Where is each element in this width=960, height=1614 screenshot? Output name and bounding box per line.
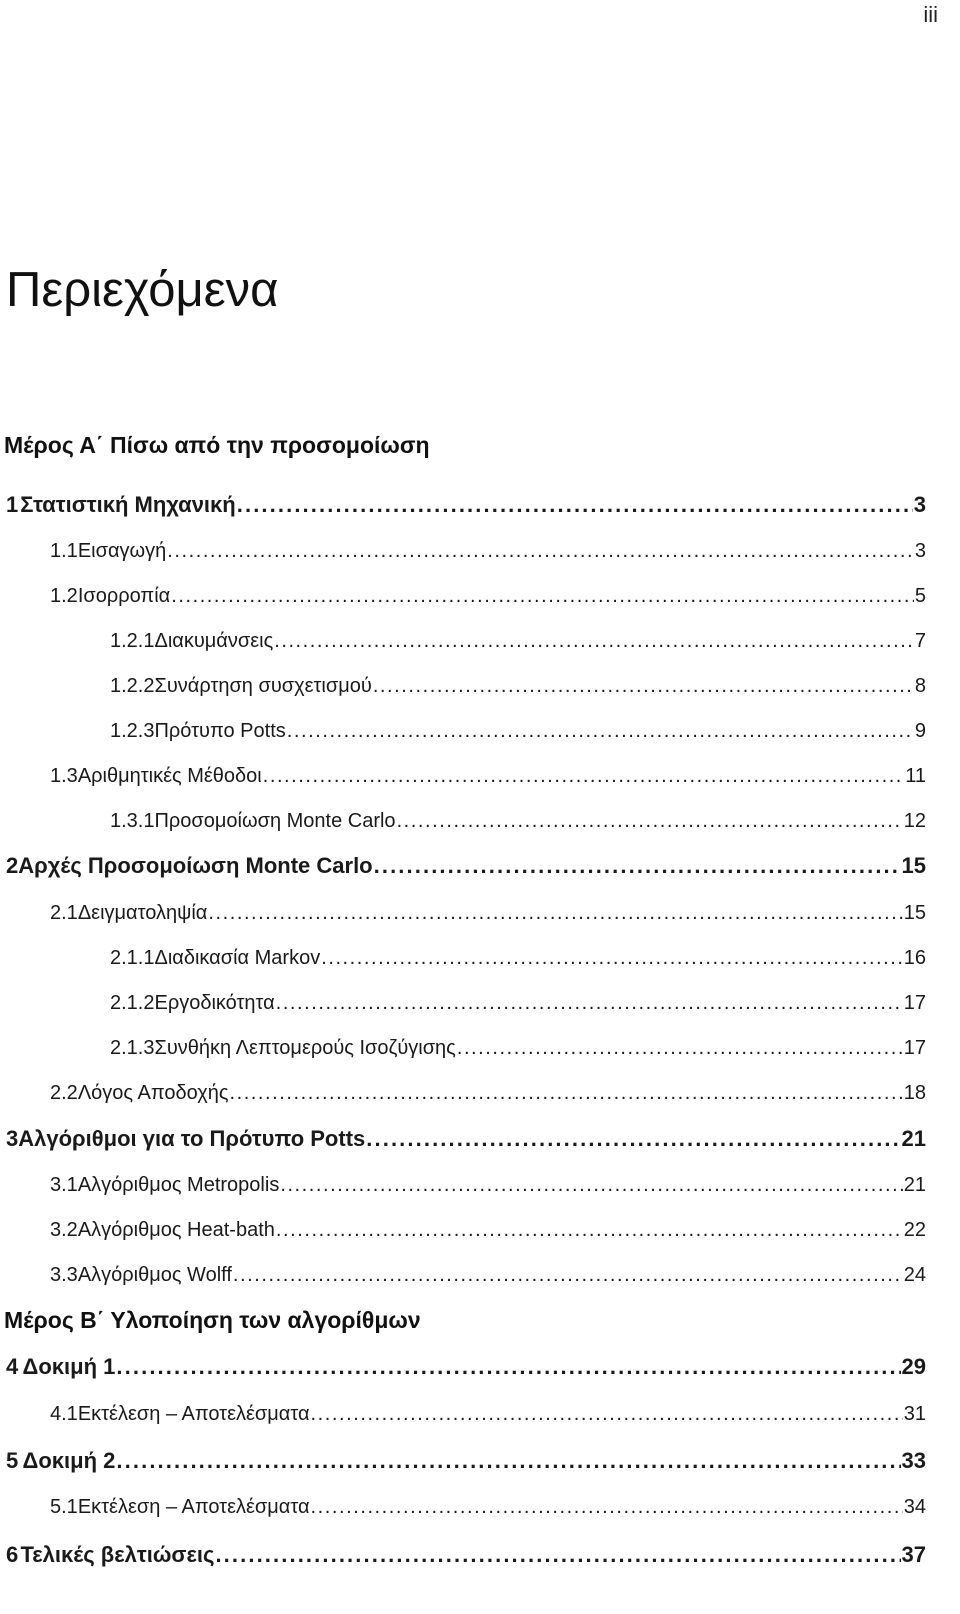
- toc-entry-1-1[interactable]: [50, 540, 926, 563]
- toc-entry-1-2-1[interactable]: [110, 630, 926, 653]
- toc-number: 1.3: [50, 765, 78, 787]
- toc-title: Δοκιμή 2: [22, 1448, 116, 1473]
- toc-leader-dots: [374, 853, 901, 879]
- toc-number: 5: [6, 1448, 19, 1473]
- toc-number: 5.1: [50, 1496, 78, 1518]
- toc-number: 2.1: [50, 902, 78, 924]
- toc-entry-chapter-6[interactable]: [6, 1542, 926, 1568]
- part-heading-b: Μέρος Β΄ Υλοποίηση των αλγορίθμων: [4, 1307, 421, 1333]
- toc-title: Αλγόριθμος Wolff: [77, 1264, 232, 1286]
- toc-number: 3.2: [50, 1219, 78, 1241]
- page-number: iii: [923, 2, 938, 27]
- toc-page: 17: [903, 1037, 926, 1059]
- toc-title: Ισορροπία: [77, 585, 171, 607]
- toc-title: Αρχές Προσομοίωση Monte Carlo: [18, 853, 373, 878]
- toc-leader-dots: [116, 1448, 900, 1474]
- toc-leader-dots: [167, 540, 914, 563]
- toc-page: 17: [903, 992, 926, 1014]
- toc-title: Δοκιμή 1: [22, 1354, 116, 1379]
- toc-number: 3.1: [50, 1174, 78, 1196]
- toc-page: 9: [914, 720, 926, 742]
- toc-entry-2-2[interactable]: [50, 1082, 926, 1105]
- toc-entry-3-3[interactable]: [50, 1264, 926, 1287]
- toc-entry-5-1[interactable]: [50, 1496, 926, 1519]
- toc-leader-dots: [373, 675, 914, 698]
- toc-page: 15: [901, 853, 926, 878]
- toc-entry-chapter-1[interactable]: [6, 492, 926, 518]
- toc-page: 3: [914, 540, 926, 562]
- toc-title: Εκτέλεση – Αποτελέσματα: [77, 1496, 310, 1518]
- toc-page: 3: [913, 492, 926, 517]
- toc-leader-dots: [366, 1126, 900, 1152]
- toc-title: Προσομοίωση Monte Carlo: [154, 810, 396, 832]
- toc-page: 15: [903, 902, 926, 924]
- toc-leader-dots: [397, 810, 903, 833]
- toc-page: 33: [901, 1448, 926, 1473]
- toc-leader-dots: [311, 1403, 903, 1426]
- toc-entry-1-2[interactable]: [50, 585, 926, 608]
- toc-page: 24: [903, 1264, 926, 1286]
- toc-entry-1-3-1[interactable]: [110, 810, 926, 833]
- toc-title: Αλγόριθμος Heat-bath: [77, 1219, 275, 1241]
- toc-leader-dots: [274, 630, 914, 653]
- toc-entry-1-2-2[interactable]: [110, 675, 926, 698]
- toc-number: 1.3.1: [110, 810, 155, 832]
- toc-number: 1.2.1: [110, 630, 155, 652]
- toc-entry-1-3[interactable]: [50, 765, 926, 788]
- toc-page: 5: [914, 585, 926, 607]
- toc-page: 37: [901, 1542, 926, 1567]
- toc-leader-dots: [215, 1542, 900, 1568]
- toc-title: Αλγόριθμοι για το Πρότυπο Potts: [18, 1126, 366, 1151]
- toc-entry-3-2[interactable]: [50, 1219, 926, 1242]
- toc-title: Στατιστική Μηχανική: [20, 492, 236, 517]
- toc-leader-dots: [229, 1082, 902, 1105]
- toc-leader-dots: [116, 1354, 900, 1380]
- toc-leader-dots: [237, 492, 913, 518]
- toc-number: 4.1: [50, 1403, 78, 1425]
- toc-leader-dots: [287, 720, 914, 743]
- toc-entry-2-1-3[interactable]: [110, 1037, 926, 1060]
- toc-page: 34: [903, 1496, 926, 1518]
- toc-entry-3-1[interactable]: [50, 1174, 926, 1197]
- toc-number: 6: [6, 1542, 19, 1567]
- toc-title: Διακυμάνσεις: [154, 630, 274, 652]
- toc-number: 2.1.1: [110, 947, 155, 969]
- toc-entry-2-1-1[interactable]: [110, 947, 926, 970]
- page-title: Περιεχόμενα: [6, 263, 279, 317]
- toc-number: 4: [6, 1354, 19, 1379]
- toc-title: Αλγόριθμος Metropolis: [77, 1174, 280, 1196]
- toc-number: 2.1.2: [110, 992, 155, 1014]
- toc-page: 11: [905, 765, 926, 787]
- toc-leader-dots: [311, 1496, 903, 1519]
- toc-entry-1-2-3[interactable]: [110, 720, 926, 743]
- toc-title: Εργοδικότητα: [154, 992, 275, 1014]
- toc-number: 2: [6, 853, 19, 878]
- toc-number: 3: [6, 1126, 19, 1151]
- toc-entry-chapter-4[interactable]: [6, 1354, 926, 1380]
- toc-entry-4-1[interactable]: [50, 1403, 926, 1426]
- toc-page: 21: [903, 1174, 926, 1196]
- toc-title: Εισαγωγή: [77, 540, 167, 562]
- toc-title: Συνάρτηση συσχετισμού: [154, 675, 372, 697]
- toc-title: Συνθήκη Λεπτομερούς Ισοζύγισης: [154, 1037, 456, 1059]
- toc-leader-dots: [457, 1037, 903, 1060]
- toc-page: 31: [903, 1403, 926, 1425]
- toc-title: Πρότυπο Potts: [154, 720, 286, 742]
- toc-page: 18: [903, 1082, 926, 1104]
- toc-page: 12: [903, 810, 926, 832]
- toc-number: 1.1: [50, 540, 78, 562]
- toc-page: 22: [903, 1219, 926, 1241]
- toc-page: 21: [901, 1126, 926, 1151]
- toc-number: 2.2: [50, 1082, 78, 1104]
- toc-number: 2.1.3: [110, 1037, 155, 1059]
- toc-page: 16: [903, 947, 926, 969]
- toc-title: Εκτέλεση – Αποτελέσματα: [77, 1403, 310, 1425]
- toc-title: Τελικές βελτιώσεις: [20, 1542, 215, 1567]
- toc-page: 8: [914, 675, 926, 697]
- toc-entry-2-1[interactable]: [50, 902, 926, 925]
- toc-number: 1.2.2: [110, 675, 155, 697]
- toc-number: 1.2: [50, 585, 78, 607]
- toc-leader-dots: [208, 902, 902, 925]
- toc-leader-dots: [263, 765, 905, 788]
- toc-number: 1: [6, 492, 19, 517]
- toc-title: Δειγματοληψία: [77, 902, 208, 924]
- toc-title: Λόγος Αποδοχής: [77, 1082, 229, 1104]
- toc-entry-chapter-2[interactable]: [6, 853, 926, 879]
- toc-page: 7: [914, 630, 926, 652]
- toc-leader-dots: [280, 1174, 902, 1197]
- toc-title: Διαδικασία Markov: [154, 947, 321, 969]
- toc-page: 29: [901, 1354, 926, 1379]
- toc-entry-chapter-5[interactable]: [6, 1448, 926, 1474]
- toc-leader-dots: [233, 1264, 903, 1287]
- toc-leader-dots: [276, 1219, 903, 1242]
- toc-leader-dots: [171, 585, 914, 608]
- toc-number: 3.3: [50, 1264, 78, 1286]
- toc-leader-dots: [276, 992, 903, 1015]
- toc-number: 1.2.3: [110, 720, 155, 742]
- part-heading-a: Μέρος Α΄ Πίσω από την προσομοίωση: [4, 432, 430, 458]
- toc-entry-2-1-2[interactable]: [110, 992, 926, 1015]
- toc-leader-dots: [321, 947, 903, 970]
- toc-entry-chapter-3[interactable]: [6, 1126, 926, 1152]
- toc-title: Αριθμητικές Μέθοδοι: [77, 765, 262, 787]
